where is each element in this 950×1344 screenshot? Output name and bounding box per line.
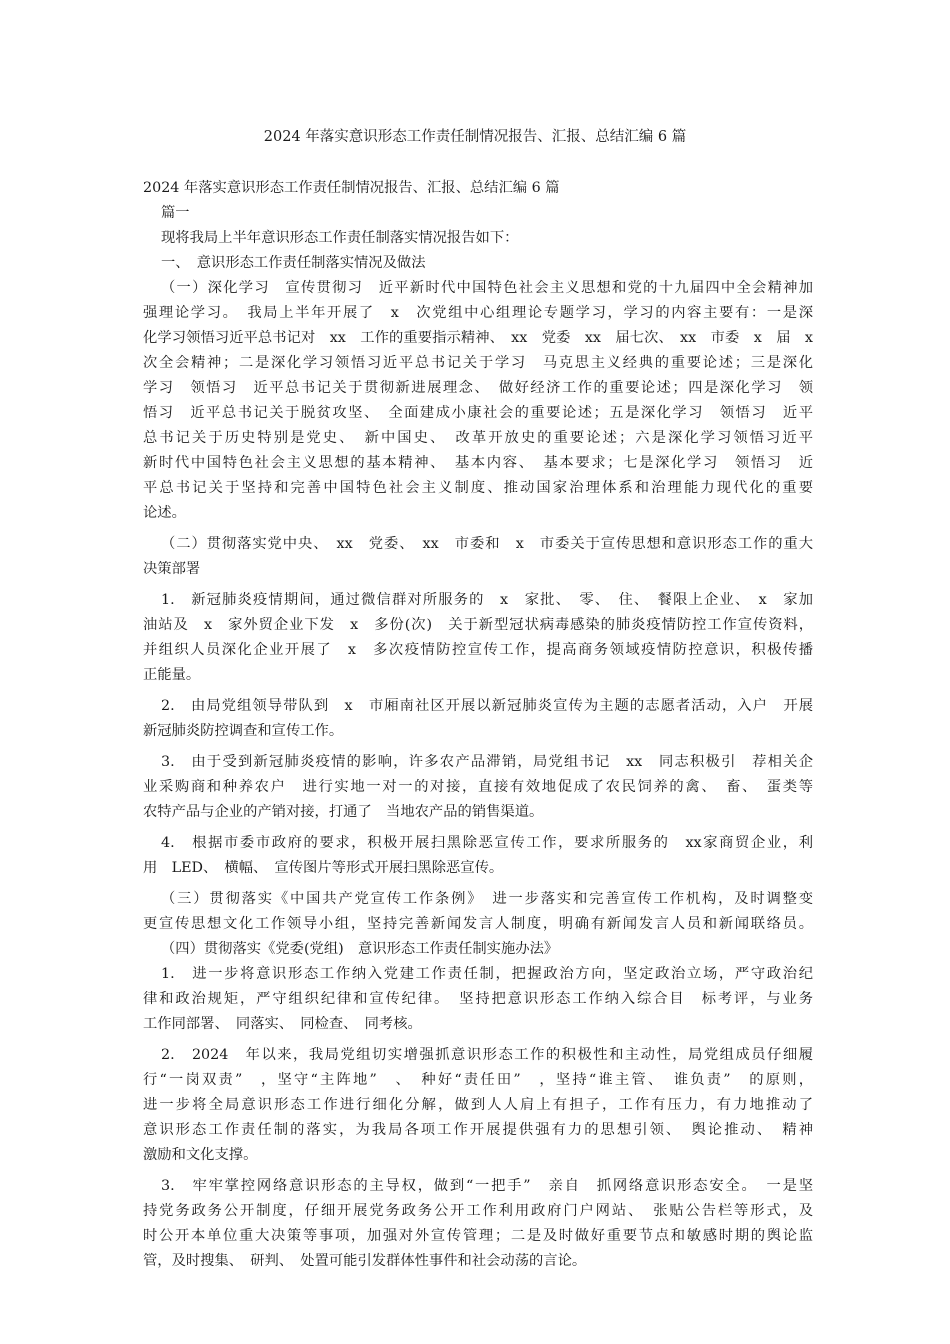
text-line: 新冠肺炎防控调查和宣传工作。 — [143, 723, 344, 739]
text-line: 进一步将全局意识形态工作进行细化分解，做到人人肩上有担子，工作有压力，有力地推动了 — [143, 1097, 813, 1113]
text-line: 律和政治规矩，严守组织纪律和宣传纪律。 坚持把意识形态工作纳入综合目 标考评，与业务 — [143, 991, 813, 1007]
text-line: （一）深化学习 宣传贯彻习 近平新时代中国特色社会主义思想和党的十九届四中全会精神加 — [161, 280, 813, 296]
text-line: 并组织人员深化企业开展了 x 多次疫情防控宣传工作，提高商务领域疫情防控意识，积极传播 — [143, 642, 813, 658]
text-line: （二）贯彻落实党中央、 xx 党委、 xx 市委和 x 市委关于宣传思想和意识形态工作的重大 — [161, 536, 813, 552]
text-line: 农特产品与企业的产销对接，打通了 当地农产品的销售渠道。 — [143, 804, 544, 820]
text-line: 正能量。 — [143, 667, 201, 683]
text-line: 学习 领悟习 近平总书记关于贯彻新进展理念、 做好经济工作的重要论述；四是深化学习 领 — [143, 380, 813, 396]
text-line: 2. 由局党组领导带队到 x 市厢南社区开展以新冠肺炎宣传为主题的志愿者活动，入户 开展 — [161, 698, 813, 714]
text-line: 化学习领悟习近平总书记对 xx 工作的重要指示精神、 xx 党委 xx 届七次、 xx 市委 x 届 x — [143, 330, 813, 346]
text-line: 1. 新冠肺炎疫情期间，通过微信群对所服务的 x 家批、 零、 住、 餐限上企业、 x 家加 — [161, 592, 813, 608]
text-line: 3. 由于受到新冠肺炎疫情的影响，许多农产品滞销，局党组书记 xx 同志积极引 荐相关企 — [161, 754, 813, 770]
text-line: 篇一 — [161, 205, 190, 221]
text-line: 平总书记关于坚持和完善中国特色社会主义制度、推动国家治理体系和治理能力现代化的重要 — [143, 480, 813, 496]
text-line: （四）贯彻落实《党委(党组) 意识形态工作责任制实施办法》 — [161, 941, 559, 957]
document-body — [143, 176, 813, 1274]
text-line: 一、 意识形态工作责任制落实情况及做法 — [161, 255, 426, 271]
text-line: 决策部署 — [143, 561, 201, 577]
text-line: 论述。 — [143, 505, 186, 521]
text-line: 意识形态工作责任制的落实，为我局各项工作开展提供强有力的思想引领、 舆论推动、 精神 — [143, 1122, 813, 1138]
text-line: 4. 根据市委市政府的要求，积极开展扫黑除恶宣传工作，要求所服务的 xx家商贸企业，利 — [161, 835, 813, 851]
text-line: 2024 年落实意识形态工作责任制情况报告、汇报、总结汇编 6 篇 — [143, 180, 560, 196]
text-line: 1. 进一步将意识形态工作纳入党建工作责任制，把握政治方向，坚定政治立场，严守政治纪 — [161, 966, 813, 982]
text-line: 现将我局上半年意识形态工作责任制落实情况报告如下： — [161, 230, 519, 246]
text-line: 行“一岗双责” ，坚守“主阵地” 、 种好“责任田” ，坚持“谁主管、 谁负责” 的原则， — [143, 1072, 813, 1088]
text-line: 新时代中国特色社会主义思想的基本精神、 基本内容、 基本要求；七是深化学习 领悟习 近 — [143, 455, 813, 471]
text-line: 业采购商和种养农户 进行实地一对一的对接，直接有效地促成了农民饲养的禽、 畜、 蛋类等 — [143, 779, 813, 795]
text-line: 时公开本单位重大决策等事项，加强对外宣传管理；二是及时做好重要节点和敏感时期的舆论监 — [143, 1228, 813, 1244]
text-line: 激励和文化支撑。 — [143, 1147, 258, 1163]
text-line: 工作同部署、 同落实、 同检查、 同考核。 — [143, 1016, 422, 1032]
text-line: 次全会精神；二是深化学习领悟习近平总书记关于学习 马克思主义经典的重要论述；三是深化 — [143, 355, 813, 371]
text-line: 3. 牢牢掌控网络意识形态的主导权，做到“一把手” 亲自 抓网络意识形态安全。 一是坚 — [161, 1178, 813, 1194]
text-line: 管，及时搜集、 研判、 处置可能引发群体性事件和社会动荡的言论。 — [143, 1253, 587, 1269]
document-title: 2024 年落实意识形态工作责任制情况报告、汇报、总结汇编 6 篇 — [263, 129, 687, 145]
text-line: （三）贯彻落实《中国共产党宣传工作条例》 进一步落实和完善宣传工作机构，及时调整变 — [161, 891, 813, 907]
text-line: 油站及 x 家外贸企业下发 x 多份(次) 关于新型冠状病毒感染的肺炎疫情防控工作宣传资料， — [143, 617, 813, 633]
text-line: 更宣传思想文化工作领导小组，坚持完善新闻发言人制度，明确有新闻发言人员和新闻联络员。 — [143, 916, 813, 932]
text-line: 用 LED、 横幅、 宣传图片等形式开展扫黑除恶宣传。 — [143, 860, 504, 876]
text-line: 总书记关于历史特别是党史、 新中国史、 改革开放史的重要论述；六是深化学习领悟习近平 — [143, 430, 813, 446]
text-line: 2. 2024 年以来，我局党组切实增强抓意识形态工作的积极性和主动性，局党组成员仔细履 — [161, 1047, 813, 1063]
text-line: 强理论学习。 我局上半年开展了 x 次党组中心组理论专题学习，学习的内容主要有：一是深 — [143, 305, 813, 321]
text-line: 悟习 近平总书记关于脱贫攻坚、 全面建成小康社会的重要论述；五是深化学习 领悟习 近平 — [143, 405, 813, 421]
text-line: 持党务政务公开制度，仔细开展党务政务公开工作利用政府门户网站、 张贴公告栏等形式，及 — [143, 1203, 813, 1219]
